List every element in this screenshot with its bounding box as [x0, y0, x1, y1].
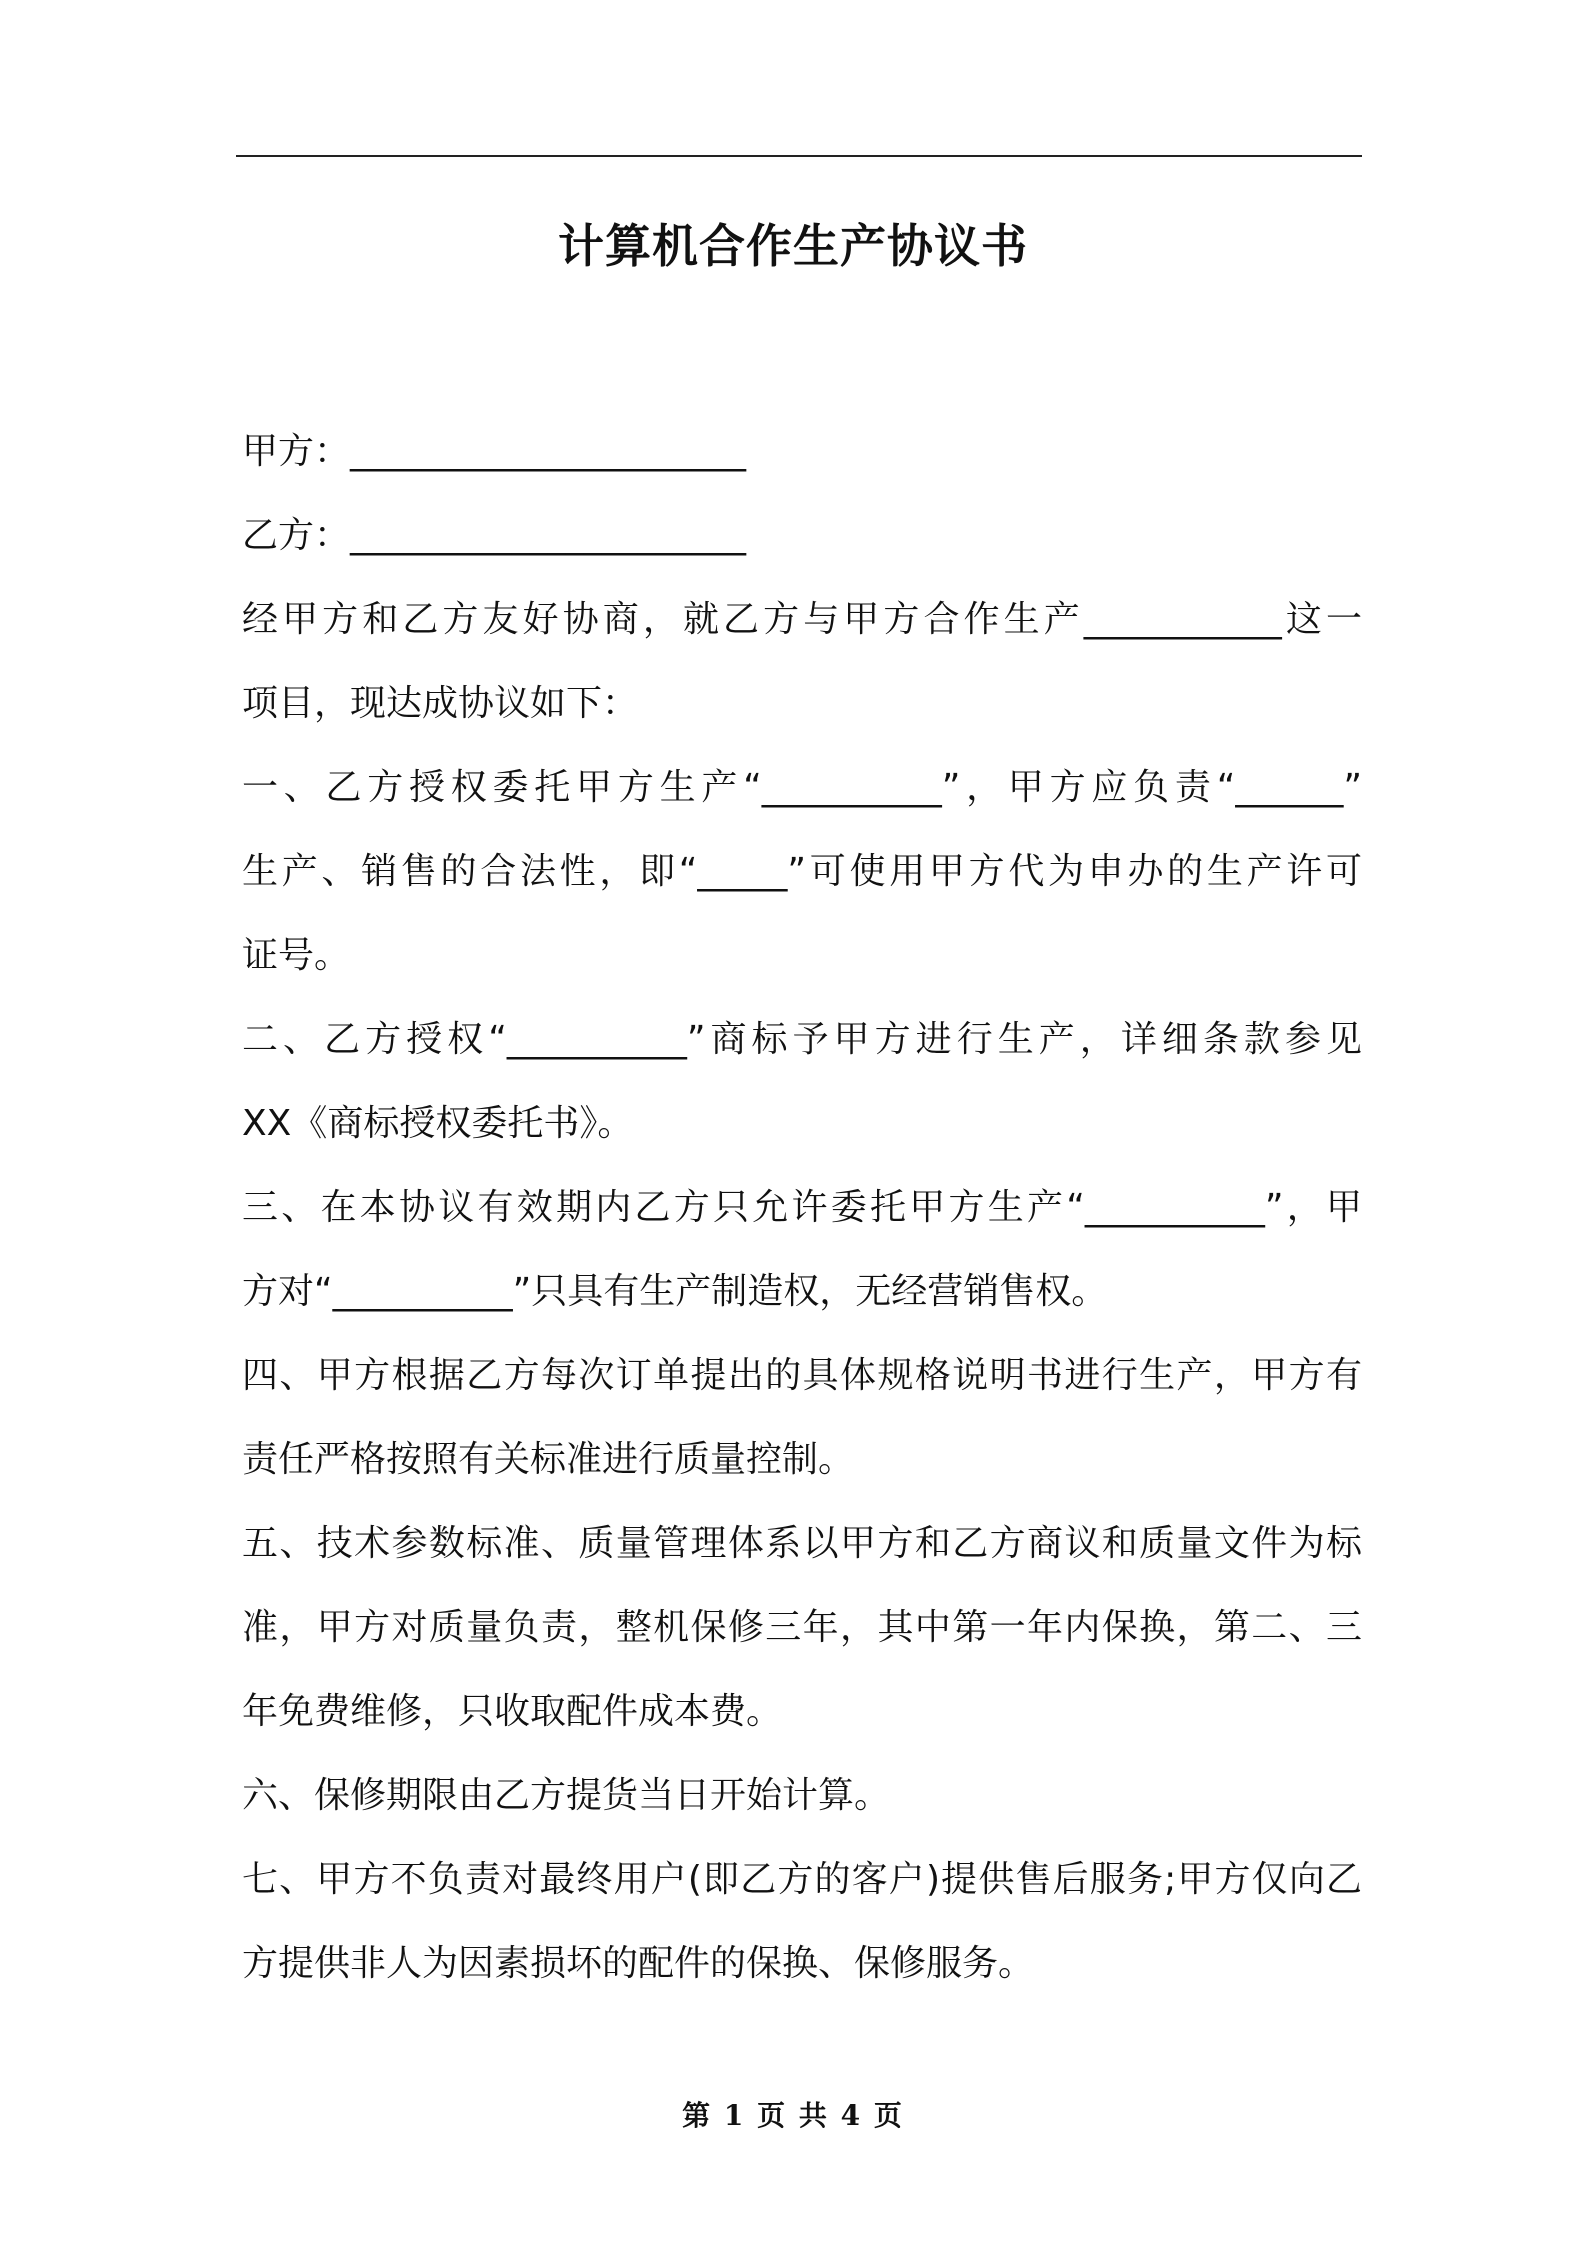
document-title: 计算机合作生产协议书	[558, 219, 1028, 273]
clause-7-line: 七、甲方不负责对最终用户(即乙方的客户)提供售后服务;甲方仅向乙	[242, 1859, 1362, 1900]
clause-1-line: 生产、销售的合法性，即“_____”可使用甲方代为申办的生产许可	[242, 851, 1362, 892]
clause-3-line: 三、在本协议有效期内乙方只允许委托甲方生产“__________”，甲	[242, 1187, 1362, 1228]
clause-5-line: 五、技术参数标准、质量管理体系以甲方和乙方商议和质量文件为标	[242, 1523, 1362, 1564]
document-body	[242, 410, 1362, 2006]
clause-4-line: 责任严格按照有关标准进行质量控制。	[242, 1439, 855, 1480]
clause-5-line: 年免费维修，只收取配件成本费。	[242, 1691, 783, 1732]
intro-line: 经甲方和乙方友好协商，就乙方与甲方合作生产___________这一	[242, 599, 1362, 640]
clause-2-line: 二、乙方授权“__________”商标予甲方进行生产，详细条款参见	[242, 1019, 1362, 1060]
clause-3-line: 方对“__________”只具有生产制造权，无经营销售权。	[242, 1271, 1108, 1312]
clause-5-line: 准，甲方对质量负责，整机保修三年，其中第一年内保换，第二、三	[242, 1607, 1362, 1648]
clause-6-line: 六、保修期限由乙方提货当日开始计算。	[242, 1775, 891, 1816]
party-b-line: 乙方：______________________	[242, 515, 747, 556]
clause-4-line: 四、甲方根据乙方每次订单提出的具体规格说明书进行生产，甲方有	[242, 1355, 1362, 1396]
clause-7-line: 方提供非人为因素损坏的配件的保换、保修服务。	[242, 1943, 1035, 1984]
party-a-line: 甲方：______________________	[242, 431, 747, 472]
clause-1-line: 证号。	[242, 935, 351, 976]
clause-2-line: XX《商标授权委托书》。	[242, 1103, 634, 1144]
page-number: 第 1 页 共 4 页	[682, 2099, 904, 2132]
intro-line: 项目，现达成协议如下：	[242, 683, 639, 724]
clause-1-line: 一、乙方授权委托甲方生产“__________”，甲方应负责“______”	[242, 767, 1362, 808]
header-rule	[236, 155, 1362, 157]
